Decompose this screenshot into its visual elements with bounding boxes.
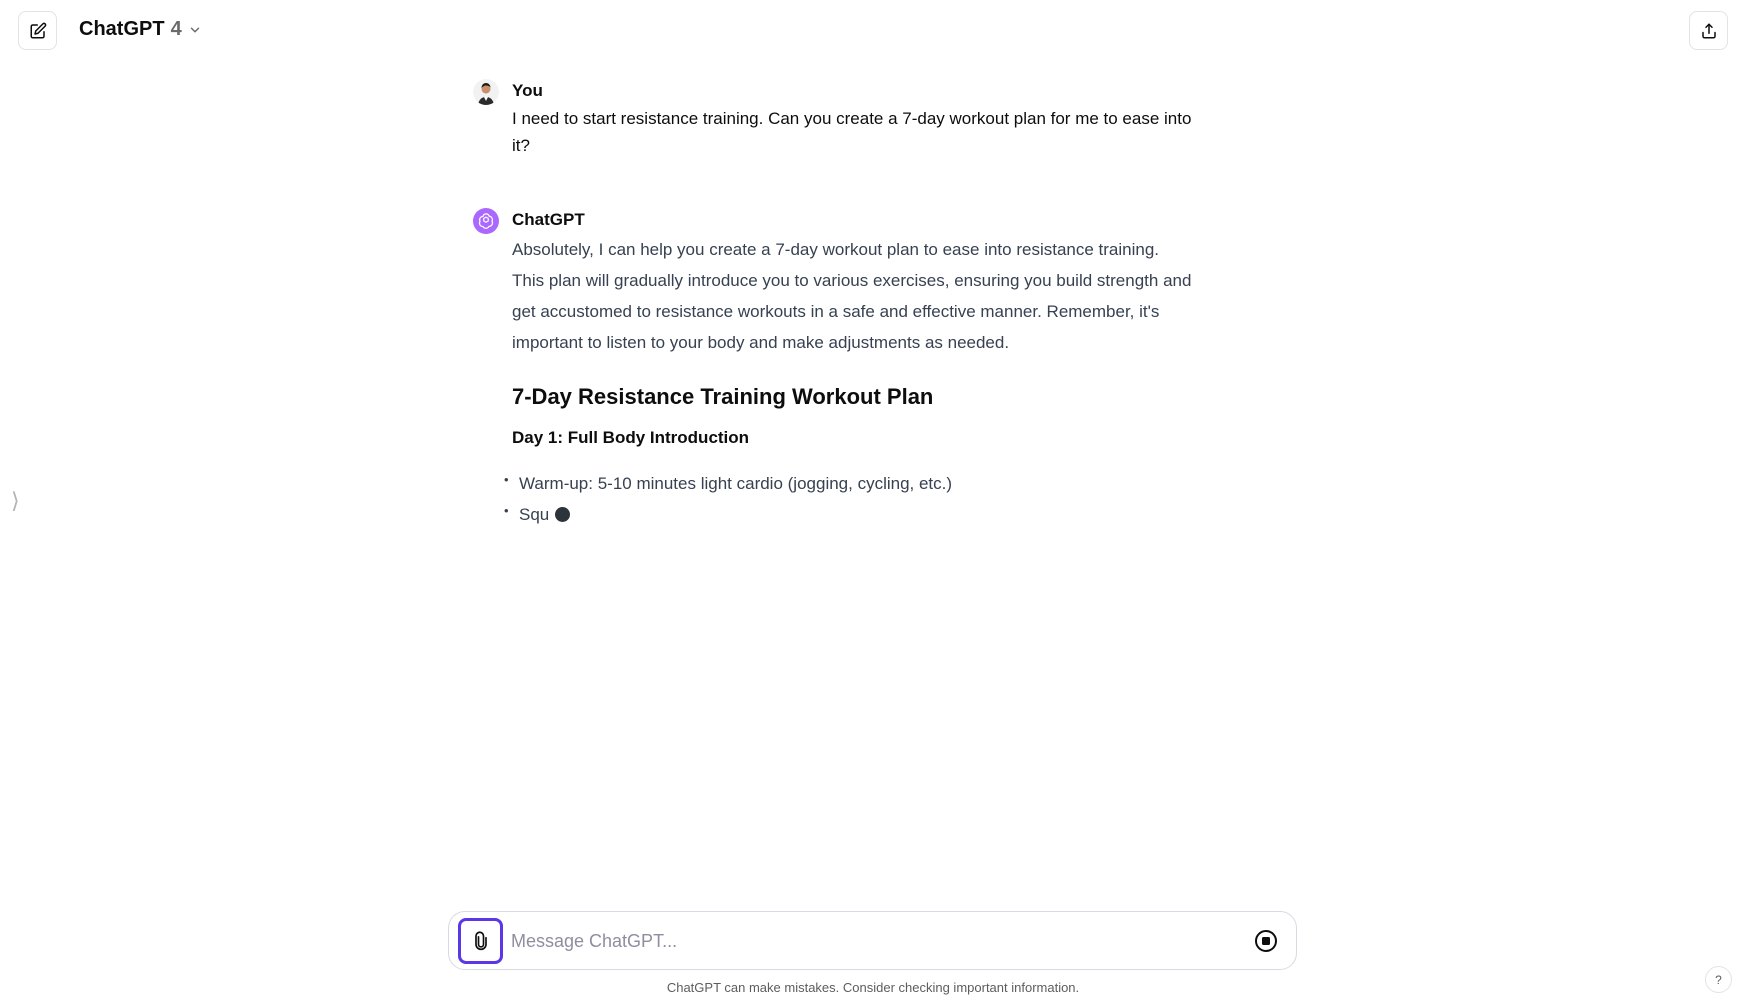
list-item [512, 468, 1192, 499]
message-composer [448, 911, 1297, 970]
model-name: ChatGPT [79, 18, 165, 40]
user-message-body [512, 79, 1192, 159]
stop-generating-button[interactable] [1254, 929, 1278, 953]
message-input[interactable] [511, 926, 1211, 956]
user-avatar-icon [473, 79, 499, 105]
user-message-text: I need to start resistance training. Can you create a 7-day workout plan for me to ease into it? [512, 109, 1192, 155]
avatar [473, 79, 499, 105]
new-chat-button[interactable] [18, 11, 57, 50]
chevron-down-icon [188, 23, 202, 37]
avatar [473, 208, 499, 234]
share-button[interactable] [1689, 11, 1728, 50]
list-item-text: Warm-up: 5-10 minutes light cardio (jogging, cycling, etc.) [519, 474, 953, 493]
compose-icon [29, 22, 47, 40]
help-button[interactable] [1705, 966, 1732, 993]
chevron-right-icon: ⟩ [11, 488, 20, 513]
assistant-message-body [512, 208, 1192, 530]
sidebar-toggle-button[interactable] [11, 490, 20, 512]
share-icon [1700, 22, 1718, 40]
message-author: You [512, 81, 543, 100]
model-selector[interactable] [79, 18, 202, 41]
plan-heading: 7-Day Resistance Training Workout Plan [512, 384, 934, 409]
stop-generating-icon [1254, 929, 1278, 953]
workout-list [512, 468, 1192, 530]
assistant-intro-text: Absolutely, I can help you create a 7-day workout plan to ease into resistance training. This plan will gradually introduce you to various exercises, ensuring you build strength and get accustomed to resistance workouts in a safe and effective manner. Remember, it's important to listen to your body and make adjustments as needed. [512, 240, 1192, 352]
day-heading: Day 1: Full Body Introduction [512, 428, 750, 447]
disclaimer-text: ChatGPT can make mistakes. Consider checking important information. [666, 980, 1080, 995]
typing-indicator-icon [555, 507, 570, 522]
attach-button[interactable] [458, 918, 503, 964]
message-author: ChatGPT [512, 210, 585, 229]
list-item-text: Squ [519, 505, 550, 524]
chatgpt-logo-icon [477, 212, 495, 230]
paperclip-icon [471, 931, 491, 951]
model-version: 4 [170, 18, 182, 40]
help-label: ? [1715, 972, 1722, 987]
list-item [512, 499, 1192, 530]
